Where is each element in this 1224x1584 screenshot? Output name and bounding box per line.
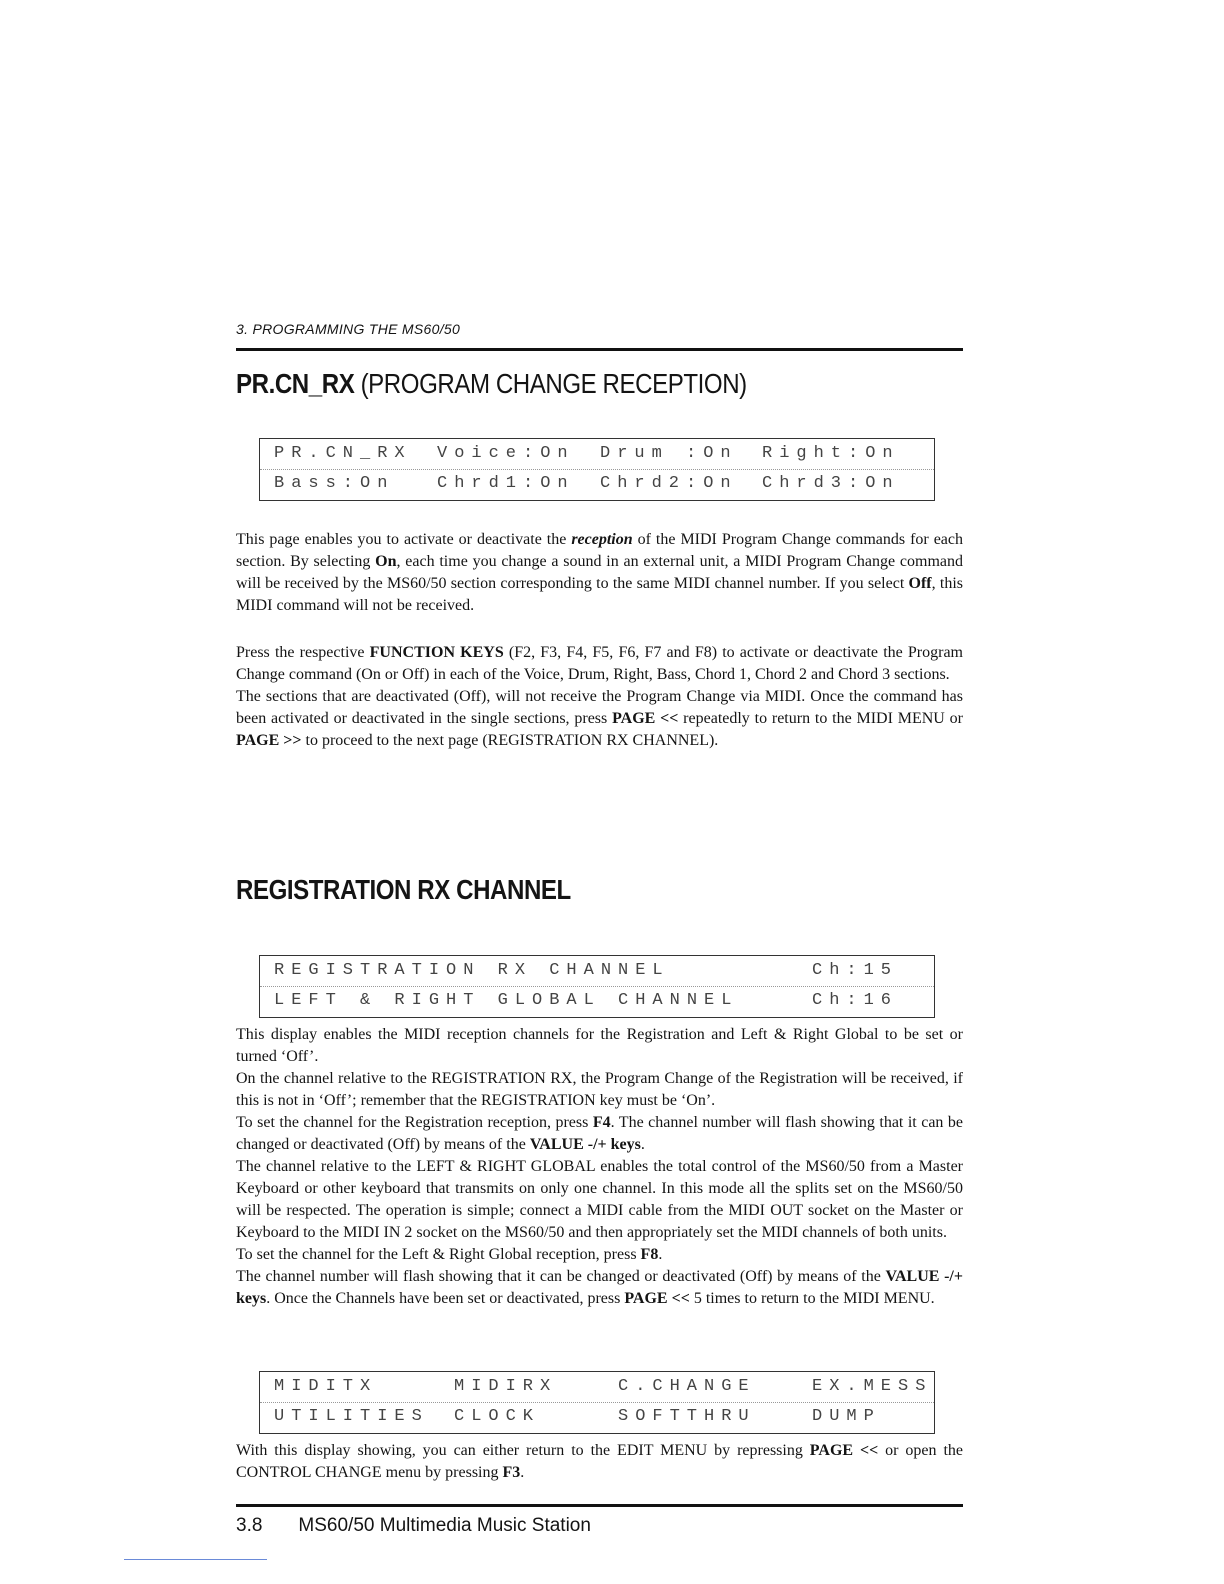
section-title-rest: (PROGRAM CHANGE RECEPTION) — [354, 368, 747, 399]
section-title-prcnrx — [236, 368, 747, 400]
lcd-cell: DUMP — [812, 1407, 881, 1426]
lcd-cell: Ch:16 — [812, 991, 899, 1010]
header-rule — [236, 348, 963, 351]
footer-title: MS60/50 Multimedia Music Station — [298, 1515, 591, 1536]
lcd-cell: REGISTRATION RX CHANNEL — [274, 961, 670, 980]
paragraph-function-keys: Press the respective FUNCTION KEYS (F2, F3, F4, F5, F6, F7 and F8) to activate or deactivate the Program Change command (On or Off) in each of the Voice, Drum, Right, Bass, Chord 1, Chord 2 and Chord 3 sections. The sections that are deactivated (Off), will not receive the Program Change via MIDI. Once the command has been activated or deactivated in the single sections, press PAGE << repeatedly to return to the MIDI MENU or PAGE >> to proceed to the next page (REGISTRATION RX CHANNEL). — [236, 644, 964, 749]
lcd-cell: Drum :On — [600, 444, 738, 463]
lcd-cell: C.CHANGE — [618, 1377, 756, 1396]
lcd-cell: PR.CN_RX — [274, 444, 412, 463]
lcd-cell: MIDITX — [274, 1377, 378, 1396]
footer-rule — [236, 1504, 963, 1507]
lcd-cell: UTILITIES — [274, 1407, 429, 1426]
lcd-row-1 — [260, 956, 934, 987]
lcd-display-prcnrx — [259, 438, 935, 501]
lcd-cell: Chrd3:On — [762, 474, 900, 493]
lcd-cell: Right:On — [762, 444, 900, 463]
lcd-row-2 — [260, 986, 934, 1016]
lcd-cell: Bass:On — [274, 474, 395, 493]
lcd-cell: LEFT & RIGHT GLOBAL CHANNEL — [274, 991, 739, 1010]
lcd-cell: MIDIRX — [454, 1377, 558, 1396]
chapter-header: 3. PROGRAMMING THE MS60/50 — [236, 321, 461, 337]
lcd-cell: Chrd1:On — [437, 474, 575, 493]
section-title-bold: PR.CN_RX — [236, 368, 355, 399]
page-number: 3.8 — [236, 1515, 263, 1536]
page-footer — [236, 1515, 591, 1537]
paragraph-registration: This display enables the MIDI reception channels for the Registration and Left & Right Global to be set or turned ‘Off’. On the channel relative to the REGISTRATION RX, the Program Change of the Registration will be received, if this is not in ‘Off’; remember that the REGISTRATION key must be ‘On’. To set the channel for the Registration reception, press F4. The channel number will flash showing that it can be changed or deactivated (Off) by means of the VALUE -/+ keys. The channel relative to the LEFT & RIGHT GLOBAL enables the total control of the MS60/50 from a Master Keyboard or other keyboard that transmits on only one channel. In this mode all the splits set on the MS60/50 will be respected. The operation is simple; connect a MIDI cable from the MIDI OUT socket on the Master or Keyboard to the MIDI IN 2 socket on the MS60/50 and then appropriately set the MIDI channels of both units. To set the channel for the Left & Right Global reception, press F8. The channel number will flash showing that it can be changed or deactivated (Off) by means of the VALUE -/+ keys. Once the Channels have been set or deactivated, press PAGE << 5 times to return to the MIDI MENU. — [236, 1026, 964, 1307]
lcd-cell: CLOCK — [454, 1407, 541, 1426]
lcd-cell: Voice:On — [437, 444, 575, 463]
lcd-display-midi-menu — [259, 1371, 935, 1434]
lcd-row-1 — [260, 439, 934, 470]
section-title-registration: REGISTRATION RX CHANNEL — [236, 874, 571, 905]
paragraph-edit-menu: With this display showing, you can either return to the EDIT MENU by repressing PAGE << or open the CONTROL CHANGE menu by pressing F3. — [236, 1442, 964, 1481]
lcd-cell: Ch:15 — [812, 961, 899, 980]
lcd-row-1 — [260, 1372, 934, 1403]
lcd-display-registration — [259, 955, 935, 1018]
lcd-cell: SOFTTHRU — [618, 1407, 756, 1426]
lcd-cell: Chrd2:On — [600, 474, 738, 493]
lcd-row-2 — [260, 1402, 934, 1432]
paragraph-reception: This page enables you to activate or deactivate the reception of the MIDI Program Change commands for each section. By selecting On, each time you change a sound in an external unit, a MIDI Program Change command will be received by the MS60/50 section corresponding to the same MIDI channel number. If you select Off, this MIDI command will not be received. — [236, 531, 964, 614]
lcd-row-2 — [260, 469, 934, 499]
lcd-cell: EX.MESS — [812, 1377, 933, 1396]
footer-blue-line — [124, 1559, 267, 1560]
